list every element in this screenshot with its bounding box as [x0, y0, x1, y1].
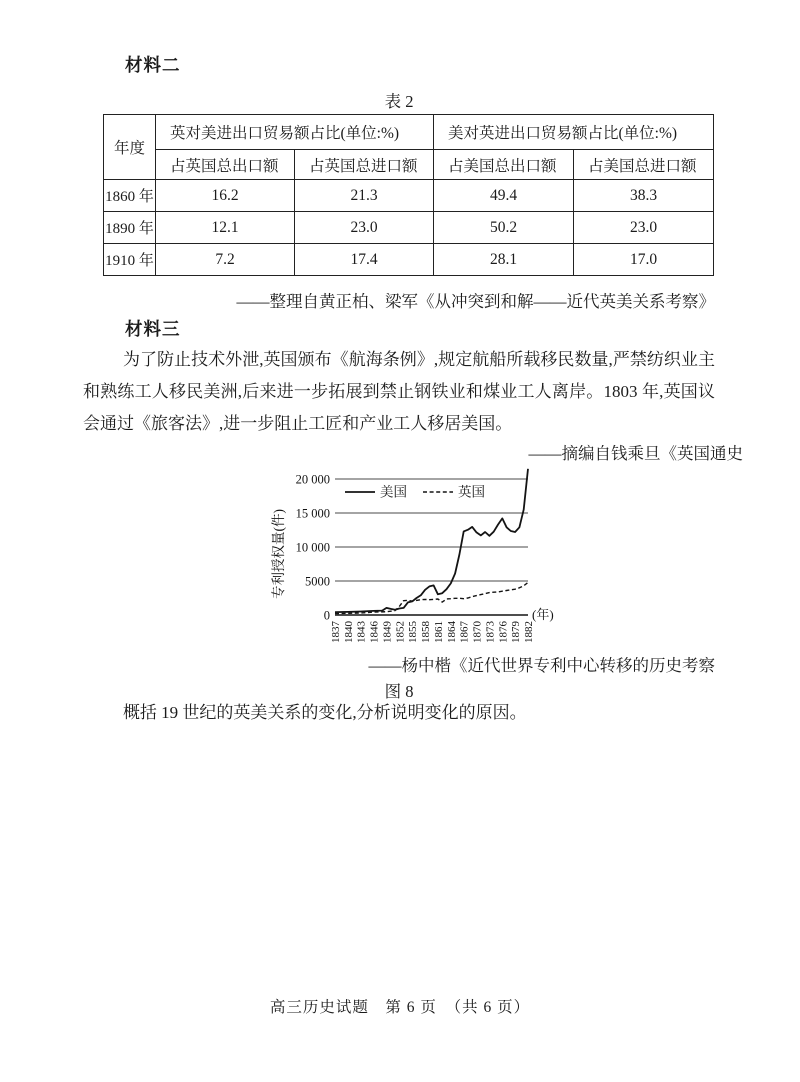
table-cell: 16.2: [156, 180, 295, 212]
patent-line-chart: [250, 462, 580, 652]
uk-export-share-header: 占英国总出口额: [156, 150, 295, 180]
table-cell: 17.4: [295, 244, 434, 276]
question-text: 概括 19 世纪的英美关系的变化,分析说明变化的原因。: [122, 703, 527, 722]
figure-caption: 图 8: [384, 682, 414, 701]
patent-figure: [250, 462, 580, 652]
svg-text:20 000: 20 000: [295, 472, 330, 487]
material-three-source-attribution: ——摘编自钱乘旦《英国通史: [528, 444, 743, 463]
svg-text:1843: 1843: [355, 621, 368, 643]
svg-text:1840: 1840: [342, 621, 355, 643]
svg-text:英国: 英国: [458, 484, 485, 500]
svg-text:1861: 1861: [432, 621, 445, 643]
table-caption: 表 2: [384, 92, 414, 111]
table-row: [104, 180, 714, 212]
table-cell: 21.3: [295, 180, 434, 212]
table-sub-header-row: [104, 150, 714, 180]
svg-text:1879: 1879: [510, 621, 523, 643]
trade-share-table: [103, 114, 714, 276]
svg-text:1846: 1846: [368, 621, 381, 643]
svg-text:(年): (年): [532, 607, 554, 622]
table-row: [104, 212, 714, 244]
row-year: 1860 年: [104, 180, 156, 212]
table-cell: 28.1: [434, 244, 574, 276]
table-group-header-row: [104, 115, 714, 150]
table-cell: 23.0: [574, 212, 714, 244]
row-year: 1910 年: [104, 244, 156, 276]
svg-text:1873: 1873: [484, 621, 497, 643]
material-three-heading: 材料三: [125, 319, 181, 339]
svg-text:1876: 1876: [497, 621, 510, 643]
uk-to-us-group-header: 英对美进出口贸易额占比(单位:%): [156, 115, 434, 150]
svg-text:1867: 1867: [458, 621, 471, 643]
year-column-header: 年度: [104, 115, 156, 180]
material-two-heading: 材料二: [125, 55, 181, 75]
svg-text:1855: 1855: [407, 621, 420, 643]
svg-text:美国: 美国: [380, 484, 407, 500]
svg-text:15 000: 15 000: [295, 506, 330, 521]
table-cell: 17.0: [574, 244, 714, 276]
page-footer: 高三历史试题 第 6 页 （共 6 页）: [269, 999, 531, 1016]
table-cell: 12.1: [156, 212, 295, 244]
table-cell: 23.0: [295, 212, 434, 244]
svg-text:0: 0: [323, 608, 330, 623]
row-year: 1890 年: [104, 212, 156, 244]
svg-text:1837: 1837: [330, 621, 342, 643]
figure-source-attribution: ——杨中楷《近代世界专利中心转移的历史考察: [368, 656, 715, 675]
table-cell: 7.2: [156, 244, 295, 276]
us-to-uk-group-header: 美对英进出口贸易额占比(单位:%): [434, 115, 714, 150]
table-cell: 49.4: [434, 180, 574, 212]
table-source-attribution: ——整理自黄正柏、梁军《从冲突到和解——近代英美关系考察》: [236, 292, 715, 311]
us-import-share-header: 占美国总进口额: [574, 150, 714, 180]
material-three-text: 为了防止技术外泄,英国颁布《航海条例》,规定航船所载移民数量,严禁纺织业主和熟练工人移民美洲,后来进一步拓展到禁止钢铁业和煤业工人离岸。1803 年,英国议会通过《旅客法》,进一步阻止工匠和产业工人移居美国。: [83, 350, 715, 433]
us-export-share-header: 占美国总出口额: [434, 150, 574, 180]
svg-text:5000: 5000: [305, 574, 330, 589]
svg-text:专利授权量(件): 专利授权量(件): [271, 509, 286, 599]
svg-text:1849: 1849: [381, 621, 394, 643]
uk-import-share-header: 占英国总进口额: [295, 150, 434, 180]
svg-text:1864: 1864: [445, 621, 458, 643]
svg-text:1852: 1852: [394, 621, 407, 643]
table-cell: 50.2: [434, 212, 574, 244]
svg-text:1870: 1870: [471, 621, 484, 643]
svg-text:1882: 1882: [523, 621, 535, 643]
svg-text:10 000: 10 000: [295, 540, 330, 555]
table-cell: 38.3: [574, 180, 714, 212]
table-row: [104, 244, 714, 276]
svg-text:1858: 1858: [420, 621, 433, 643]
